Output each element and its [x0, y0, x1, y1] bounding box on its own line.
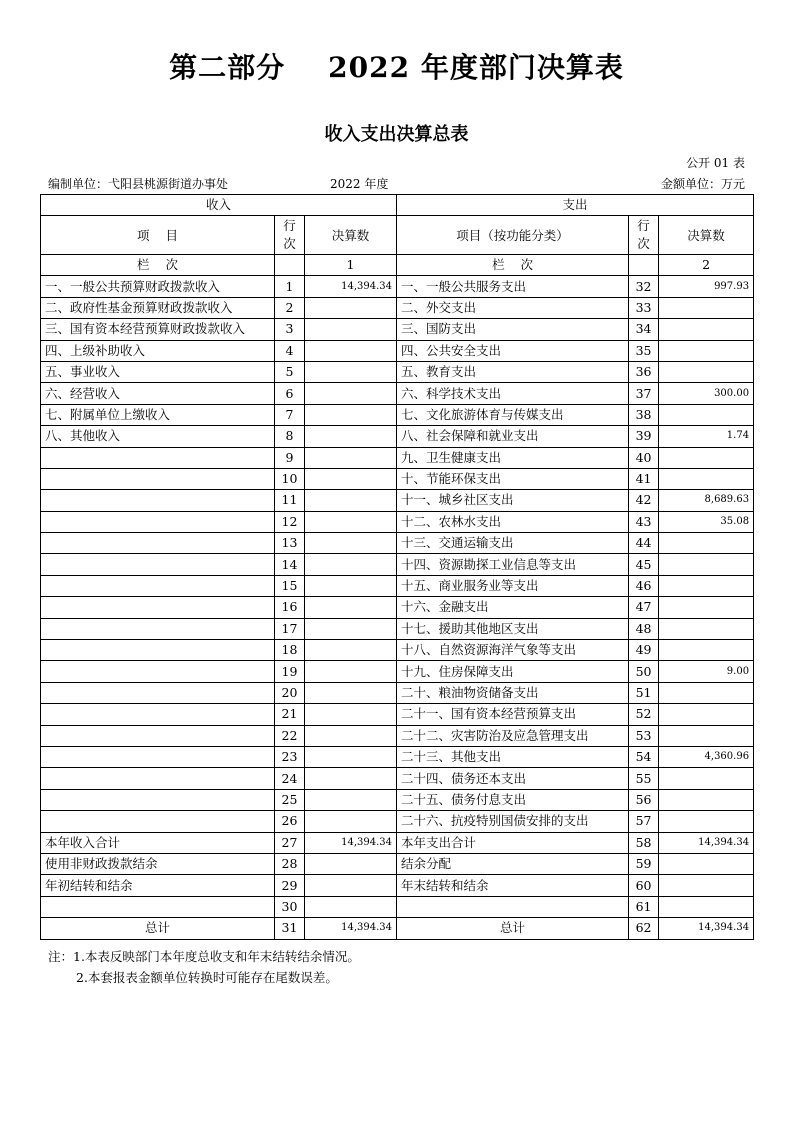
income-expense-table [40, 194, 754, 940]
expense-amount [659, 768, 754, 789]
form-code: 公开 01 表 [686, 156, 745, 170]
expense-item: 总计 [397, 918, 629, 939]
income-line-no: 8 [275, 426, 305, 447]
expense-header: 支出 [397, 195, 754, 216]
income-amount-header: 决算数 [305, 216, 397, 255]
income-amount [305, 297, 397, 318]
expense-line-no: 37 [629, 383, 659, 404]
income-amount: 14,394.34 [305, 832, 397, 853]
expense-amount [659, 297, 754, 318]
income-item [41, 768, 275, 789]
income-line-no: 24 [275, 768, 305, 789]
table-row [41, 704, 754, 725]
income-amount [305, 511, 397, 532]
expense-item: 十二、农林水支出 [397, 511, 629, 532]
income-item: 六、经营收入 [41, 383, 275, 404]
expense-item: 一、一般公共服务支出 [397, 276, 629, 297]
income-line-no: 4 [275, 340, 305, 361]
table-row [41, 918, 754, 939]
expense-amount: 9.00 [659, 661, 754, 682]
expense-item-header: 项目（按功能分类） [397, 216, 629, 255]
income-line-no: 22 [275, 725, 305, 746]
expense-amount [659, 725, 754, 746]
expense-item: 二十、粮油物资储备支出 [397, 682, 629, 703]
expense-item: 五、教育支出 [397, 361, 629, 382]
income-item [41, 554, 275, 575]
table-row [41, 768, 754, 789]
income-amount [305, 768, 397, 789]
income-item: 三、国有资本经营预算财政拨款收入 [41, 319, 275, 340]
income-lanci-label: 栏 次 [41, 255, 275, 276]
note-1: 注：1.本表反映部门本年度总收支和年末结转结余情况。 [48, 949, 360, 964]
income-item [41, 468, 275, 489]
income-amount: 14,394.34 [305, 276, 397, 297]
expense-item: 二十五、债务付息支出 [397, 789, 629, 810]
income-item [41, 618, 275, 639]
expense-line-no: 59 [629, 853, 659, 874]
expense-line-no: 33 [629, 297, 659, 318]
income-item [41, 896, 275, 917]
income-line-no: 12 [275, 511, 305, 532]
expense-col-number: 2 [659, 255, 754, 276]
income-amount [305, 789, 397, 810]
income-lanci-blank [275, 255, 305, 276]
income-amount [305, 575, 397, 596]
income-item [41, 661, 275, 682]
income-amount [305, 618, 397, 639]
expense-amount [659, 597, 754, 618]
expense-line-no: 60 [629, 875, 659, 896]
expense-line-no: 45 [629, 554, 659, 575]
income-header: 收入 [41, 195, 397, 216]
income-line-no: 28 [275, 853, 305, 874]
income-amount [305, 746, 397, 767]
income-line-no: 2 [275, 297, 305, 318]
expense-amount [659, 896, 754, 917]
expense-item: 十九、住房保障支出 [397, 661, 629, 682]
amount-unit: 金额单位：万元 [660, 177, 745, 191]
income-item: 本年收入合计 [41, 832, 275, 853]
income-amount [305, 447, 397, 468]
income-amount [305, 853, 397, 874]
income-amount [305, 383, 397, 404]
table-row [41, 404, 754, 425]
income-item [41, 490, 275, 511]
compiling-unit: 编制单位：弋阳县桃源街道办事处 [48, 177, 229, 191]
table-row [41, 554, 754, 575]
table-row [41, 597, 754, 618]
income-item [41, 725, 275, 746]
table-row [41, 447, 754, 468]
table-row [41, 618, 754, 639]
expense-amount: 300.00 [659, 383, 754, 404]
table-row [41, 789, 754, 810]
expense-item: 年末结转和结余 [397, 875, 629, 896]
income-line-no: 18 [275, 640, 305, 661]
income-line-no: 1 [275, 276, 305, 297]
expense-line-no: 41 [629, 468, 659, 489]
table-row [41, 640, 754, 661]
income-line-no: 15 [275, 575, 305, 596]
expense-line-no: 61 [629, 896, 659, 917]
expense-amount [659, 704, 754, 725]
table-title: 收入支出决算总表 [324, 124, 469, 145]
income-line-no: 13 [275, 533, 305, 554]
expense-amount [659, 319, 754, 340]
income-amount [305, 875, 397, 896]
income-line-no: 10 [275, 468, 305, 489]
page-title: 第二部分 2022 年度部门决算表 [169, 51, 624, 84]
expense-item: 结余分配 [397, 853, 629, 874]
table-row [41, 533, 754, 554]
fiscal-year: 2022 年度 [330, 177, 389, 191]
expense-line-no: 51 [629, 682, 659, 703]
income-item: 年初结转和结余 [41, 875, 275, 896]
expense-item: 十四、资源勘探工业信息等支出 [397, 554, 629, 575]
income-line-no: 26 [275, 811, 305, 832]
expense-line-no: 32 [629, 276, 659, 297]
income-amount [305, 682, 397, 703]
expense-line-no: 58 [629, 832, 659, 853]
income-amount [305, 661, 397, 682]
income-amount [305, 319, 397, 340]
income-amount: 14,394.34 [305, 918, 397, 939]
table-row [41, 490, 754, 511]
expense-item: 二十三、其他支出 [397, 746, 629, 767]
income-line-no: 5 [275, 361, 305, 382]
income-item [41, 575, 275, 596]
income-item: 总计 [41, 918, 275, 939]
expense-amount [659, 789, 754, 810]
income-item [41, 682, 275, 703]
income-amount [305, 640, 397, 661]
expense-amount [659, 468, 754, 489]
expense-item: 十三、交通运输支出 [397, 533, 629, 554]
expense-line-no: 36 [629, 361, 659, 382]
table-row [41, 511, 754, 532]
expense-line-no: 53 [629, 725, 659, 746]
table-row [41, 811, 754, 832]
table-row [41, 340, 754, 361]
table-row [41, 832, 754, 853]
expense-amount: 1.74 [659, 426, 754, 447]
income-line-no: 6 [275, 383, 305, 404]
income-amount [305, 340, 397, 361]
expense-line-header: 行次 [629, 216, 659, 255]
table-row [41, 297, 754, 318]
expense-amount: 35.08 [659, 511, 754, 532]
table-row [41, 276, 754, 297]
expense-line-no: 52 [629, 704, 659, 725]
expense-line-no: 54 [629, 746, 659, 767]
income-amount [305, 404, 397, 425]
income-item [41, 597, 275, 618]
table-row [41, 682, 754, 703]
income-item: 二、政府性基金预算财政拨款收入 [41, 297, 275, 318]
income-item: 七、附属单位上缴收入 [41, 404, 275, 425]
table-row [41, 725, 754, 746]
expense-item [397, 896, 629, 917]
table-row [41, 896, 754, 917]
expense-item: 二十一、国有资本经营预算支出 [397, 704, 629, 725]
income-amount [305, 811, 397, 832]
expense-amount [659, 853, 754, 874]
income-line-no: 3 [275, 319, 305, 340]
expense-amount [659, 340, 754, 361]
expense-item: 三、国防支出 [397, 319, 629, 340]
income-line-no: 14 [275, 554, 305, 575]
expense-line-no: 47 [629, 597, 659, 618]
income-item: 五、事业收入 [41, 361, 275, 382]
income-line-no: 20 [275, 682, 305, 703]
income-line-no: 21 [275, 704, 305, 725]
expense-amount: 8,689.63 [659, 490, 754, 511]
expense-amount: 997.93 [659, 276, 754, 297]
income-item: 八、其他收入 [41, 426, 275, 447]
expense-amount [659, 533, 754, 554]
income-amount [305, 597, 397, 618]
table-row [41, 468, 754, 489]
expense-line-no: 42 [629, 490, 659, 511]
expense-item: 十七、援助其他地区支出 [397, 618, 629, 639]
expense-item: 十一、城乡社区支出 [397, 490, 629, 511]
income-item [41, 533, 275, 554]
expense-item: 本年支出合计 [397, 832, 629, 853]
income-line-no: 25 [275, 789, 305, 810]
expense-amount: 4,360.96 [659, 746, 754, 767]
expense-line-no: 50 [629, 661, 659, 682]
expense-amount [659, 875, 754, 896]
table-row [41, 383, 754, 404]
expense-item: 二十四、债务还本支出 [397, 768, 629, 789]
income-amount [305, 426, 397, 447]
expense-item: 七、文化旅游体育与传媒支出 [397, 404, 629, 425]
expense-amount [659, 361, 754, 382]
expense-line-no: 48 [629, 618, 659, 639]
income-amount [305, 554, 397, 575]
expense-item: 二十六、抗疫特别国债安排的支出 [397, 811, 629, 832]
expense-amount [659, 447, 754, 468]
income-amount [305, 468, 397, 489]
income-amount [305, 490, 397, 511]
expense-amount [659, 618, 754, 639]
expense-amount [659, 404, 754, 425]
income-line-no: 7 [275, 404, 305, 425]
expense-item: 六、科学技术支出 [397, 383, 629, 404]
income-line-no: 11 [275, 490, 305, 511]
income-line-no: 29 [275, 875, 305, 896]
income-item-header: 项 目 [41, 216, 275, 255]
expense-amount-header: 决算数 [659, 216, 754, 255]
table-notes [48, 946, 360, 988]
table-row [41, 875, 754, 896]
expense-item: 二、外交支出 [397, 297, 629, 318]
expense-line-no: 46 [629, 575, 659, 596]
income-item: 一、一般公共预算财政拨款收入 [41, 276, 275, 297]
expense-line-no: 56 [629, 789, 659, 810]
income-line-no: 19 [275, 661, 305, 682]
table-row [41, 361, 754, 382]
income-col-number: 1 [305, 255, 397, 276]
income-item: 使用非财政拨款结余 [41, 853, 275, 874]
income-line-no: 27 [275, 832, 305, 853]
expense-line-no: 34 [629, 319, 659, 340]
income-line-header: 行次 [275, 216, 305, 255]
table-row [41, 661, 754, 682]
expense-amount [659, 575, 754, 596]
income-line-no: 9 [275, 447, 305, 468]
income-amount [305, 361, 397, 382]
expense-line-no: 55 [629, 768, 659, 789]
income-item [41, 640, 275, 661]
table-row [41, 319, 754, 340]
expense-item: 九、卫生健康支出 [397, 447, 629, 468]
note-2: 2.本套报表金额单位转换时可能存在尾数误差。 [76, 970, 338, 985]
income-item [41, 811, 275, 832]
table-row [41, 746, 754, 767]
expense-line-no: 43 [629, 511, 659, 532]
income-line-no: 23 [275, 746, 305, 767]
income-item [41, 789, 275, 810]
income-line-no: 30 [275, 896, 305, 917]
expense-amount [659, 811, 754, 832]
table-row [41, 575, 754, 596]
income-amount [305, 533, 397, 554]
income-item [41, 511, 275, 532]
income-line-no: 31 [275, 918, 305, 939]
expense-amount [659, 640, 754, 661]
expense-line-no: 35 [629, 340, 659, 361]
expense-item: 二十二、灾害防治及应急管理支出 [397, 725, 629, 746]
income-item [41, 746, 275, 767]
expense-lanci-label: 栏 次 [397, 255, 629, 276]
expense-line-no: 38 [629, 404, 659, 425]
expense-amount: 14,394.34 [659, 918, 754, 939]
expense-line-no: 49 [629, 640, 659, 661]
income-item: 四、上级补助收入 [41, 340, 275, 361]
expense-line-no: 57 [629, 811, 659, 832]
expense-lanci-blank [629, 255, 659, 276]
expense-item: 十六、金融支出 [397, 597, 629, 618]
expense-line-no: 39 [629, 426, 659, 447]
expense-item: 四、公共安全支出 [397, 340, 629, 361]
expense-amount [659, 554, 754, 575]
expense-amount [659, 682, 754, 703]
expense-item: 十五、商业服务业等支出 [397, 575, 629, 596]
table-row [41, 426, 754, 447]
income-item [41, 447, 275, 468]
expense-item: 十八、自然资源海洋气象等支出 [397, 640, 629, 661]
expense-item: 十、节能环保支出 [397, 468, 629, 489]
expense-amount: 14,394.34 [659, 832, 754, 853]
expense-item: 八、社会保障和就业支出 [397, 426, 629, 447]
expense-line-no: 62 [629, 918, 659, 939]
income-amount [305, 704, 397, 725]
table-row [41, 853, 754, 874]
income-item [41, 704, 275, 725]
expense-line-no: 44 [629, 533, 659, 554]
income-line-no: 16 [275, 597, 305, 618]
income-amount [305, 725, 397, 746]
income-line-no: 17 [275, 618, 305, 639]
income-amount [305, 896, 397, 917]
expense-line-no: 40 [629, 447, 659, 468]
